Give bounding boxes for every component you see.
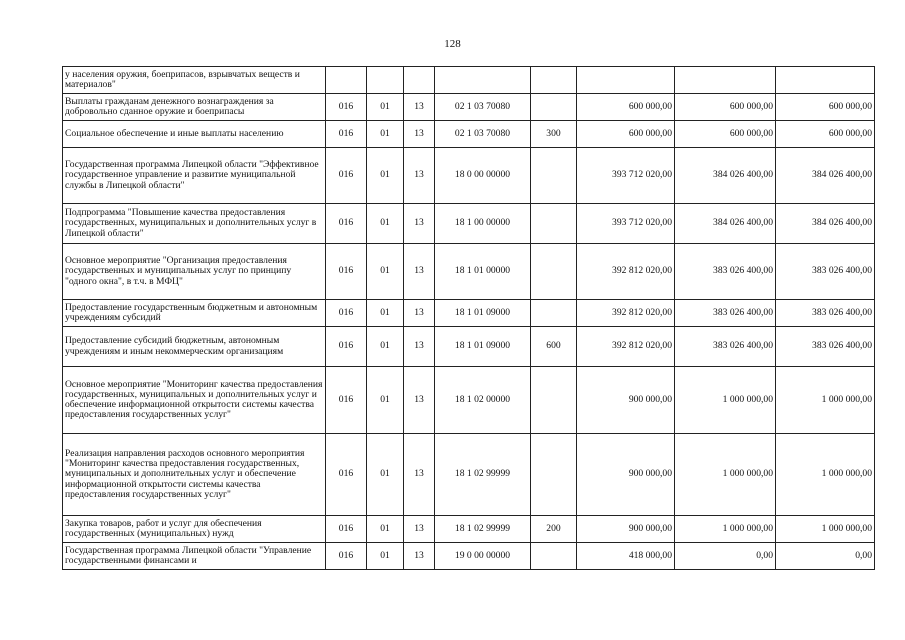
cell-gr-code: 016	[326, 121, 367, 148]
cell-rz-code: 01	[367, 244, 404, 300]
cell-sum-3: 383 026 400,00	[776, 300, 875, 327]
cell-sum-1	[577, 67, 675, 94]
cell-sum-1: 600 000,00	[577, 121, 675, 148]
cell-sum-1: 393 712 020,00	[577, 204, 675, 244]
cell-gr-code: 016	[326, 148, 367, 204]
cell-pr-code: 13	[404, 367, 435, 434]
cell-csr-code: 02 1 03 70080	[435, 94, 531, 121]
cell-csr-code: 18 0 00 00000	[435, 148, 531, 204]
cell-rz-code: 01	[367, 121, 404, 148]
cell-pr-code: 13	[404, 121, 435, 148]
cell-sum-1: 900 000,00	[577, 434, 675, 516]
cell-sum-1: 900 000,00	[577, 367, 675, 434]
cell-vr-code	[531, 300, 577, 327]
cell-gr-code: 016	[326, 367, 367, 434]
cell-gr-code: 016	[326, 204, 367, 244]
cell-csr-code: 18 1 00 00000	[435, 204, 531, 244]
cell-rz-code	[367, 67, 404, 94]
cell-sum-2: 383 026 400,00	[675, 327, 776, 367]
cell-csr-code: 18 1 01 09000	[435, 327, 531, 367]
cell-vr-code: 600	[531, 327, 577, 367]
table-row	[63, 434, 875, 516]
row-name-cell: Социальное обеспечение и иные выплаты населению	[63, 121, 326, 148]
cell-rz-code: 01	[367, 204, 404, 244]
cell-csr-code	[435, 67, 531, 94]
cell-sum-3: 383 026 400,00	[776, 327, 875, 367]
cell-gr-code: 016	[326, 327, 367, 367]
cell-rz-code: 01	[367, 327, 404, 367]
cell-pr-code: 13	[404, 516, 435, 543]
cell-vr-code	[531, 434, 577, 516]
cell-vr-code	[531, 543, 577, 570]
table-row	[63, 244, 875, 300]
cell-sum-3: 384 026 400,00	[776, 204, 875, 244]
cell-pr-code: 13	[404, 204, 435, 244]
cell-csr-code: 02 1 03 70080	[435, 121, 531, 148]
cell-csr-code: 18 1 01 09000	[435, 300, 531, 327]
cell-rz-code: 01	[367, 367, 404, 434]
row-name-cell: Предоставление государственным бюджетным и автономным учреждениям субсидий	[63, 300, 326, 327]
cell-csr-code: 18 1 02 99999	[435, 434, 531, 516]
cell-sum-2: 383 026 400,00	[675, 244, 776, 300]
table-row	[63, 121, 875, 148]
row-name-cell: у населения оружия, боеприпасов, взрывчатых веществ и материалов"	[63, 67, 326, 94]
table-row	[63, 327, 875, 367]
cell-pr-code	[404, 67, 435, 94]
cell-pr-code: 13	[404, 434, 435, 516]
cell-gr-code: 016	[326, 300, 367, 327]
cell-sum-1: 392 812 020,00	[577, 327, 675, 367]
row-name-cell: Основное мероприятие "Мониторинг качества предоставления государственных, муниципальных и дополнительных услуг и обеспечение информационной открытости системы качества предоставления государственных услуг"	[63, 367, 326, 434]
table-row	[63, 94, 875, 121]
row-name-cell: Государственная программа Липецкой области "Управление государственными финансами и	[63, 543, 326, 570]
cell-sum-1: 392 812 020,00	[577, 244, 675, 300]
cell-sum-2: 1 000 000,00	[675, 367, 776, 434]
cell-vr-code	[531, 204, 577, 244]
cell-sum-3: 384 026 400,00	[776, 148, 875, 204]
cell-pr-code: 13	[404, 148, 435, 204]
cell-pr-code: 13	[404, 300, 435, 327]
cell-pr-code: 13	[404, 244, 435, 300]
cell-sum-1: 392 812 020,00	[577, 300, 675, 327]
table-body	[63, 67, 875, 570]
cell-sum-3: 600 000,00	[776, 121, 875, 148]
row-name-cell: Выплаты гражданам денежного вознаграждения за добровольно сданное оружие и боеприпасы	[63, 94, 326, 121]
budget-table	[62, 66, 875, 570]
cell-pr-code: 13	[404, 327, 435, 367]
row-name-cell: Основное мероприятие "Организация предоставления государственных и муниципальных услуг по принципу "одного окна", в т.ч. в МФЦ"	[63, 244, 326, 300]
cell-rz-code: 01	[367, 543, 404, 570]
table-row	[63, 148, 875, 204]
cell-csr-code: 19 0 00 00000	[435, 543, 531, 570]
cell-sum-1: 393 712 020,00	[577, 148, 675, 204]
cell-sum-2: 383 026 400,00	[675, 300, 776, 327]
cell-rz-code: 01	[367, 94, 404, 121]
cell-gr-code: 016	[326, 516, 367, 543]
page-number: 128	[444, 38, 461, 50]
cell-rz-code: 01	[367, 300, 404, 327]
cell-vr-code: 200	[531, 516, 577, 543]
cell-sum-1: 900 000,00	[577, 516, 675, 543]
cell-sum-3: 1 000 000,00	[776, 516, 875, 543]
cell-csr-code: 18 1 02 99999	[435, 516, 531, 543]
cell-sum-2: 384 026 400,00	[675, 148, 776, 204]
cell-sum-3: 383 026 400,00	[776, 244, 875, 300]
row-name-cell: Государственная программа Липецкой области "Эффективное государственное управление и развитие муниципальной службы в Липецкой области"	[63, 148, 326, 204]
cell-vr-code	[531, 367, 577, 434]
cell-sum-1: 418 000,00	[577, 543, 675, 570]
cell-rz-code: 01	[367, 148, 404, 204]
cell-sum-2: 1 000 000,00	[675, 516, 776, 543]
cell-vr-code	[531, 148, 577, 204]
cell-sum-3: 1 000 000,00	[776, 434, 875, 516]
cell-gr-code: 016	[326, 94, 367, 121]
row-name-cell: Закупка товаров, работ и услуг для обеспечения государственных (муниципальных) нужд	[63, 516, 326, 543]
cell-rz-code: 01	[367, 434, 404, 516]
cell-vr-code	[531, 94, 577, 121]
cell-rz-code: 01	[367, 516, 404, 543]
cell-sum-3: 600 000,00	[776, 94, 875, 121]
cell-pr-code: 13	[404, 94, 435, 121]
cell-pr-code: 13	[404, 543, 435, 570]
cell-sum-2: 600 000,00	[675, 94, 776, 121]
row-name-cell: Предоставление субсидий бюджетным, автономным учреждениям и иным некоммерческим организациям	[63, 327, 326, 367]
cell-sum-2: 0,00	[675, 543, 776, 570]
table-row	[63, 516, 875, 543]
cell-vr-code: 300	[531, 121, 577, 148]
cell-gr-code: 016	[326, 543, 367, 570]
cell-csr-code: 18 1 02 00000	[435, 367, 531, 434]
cell-gr-code: 016	[326, 244, 367, 300]
row-name-cell: Реализация направления расходов основного мероприятия "Мониторинг качества предоставления государственных, муниципальных и дополнительных услуг и обеспечение информационной открытости системы качества предоставления государственных услуг"	[63, 434, 326, 516]
table-row	[63, 67, 875, 94]
cell-sum-2: 1 000 000,00	[675, 434, 776, 516]
cell-gr-code	[326, 67, 367, 94]
cell-sum-2: 600 000,00	[675, 121, 776, 148]
table-row	[63, 300, 875, 327]
table-row	[63, 543, 875, 570]
cell-sum-3: 1 000 000,00	[776, 367, 875, 434]
cell-sum-2: 384 026 400,00	[675, 204, 776, 244]
table-row	[63, 204, 875, 244]
row-name-cell: Подпрограмма "Повышение качества предоставления государственных, муниципальных и дополнительных услуг в Липецкой области"	[63, 204, 326, 244]
cell-csr-code: 18 1 01 00000	[435, 244, 531, 300]
cell-sum-1: 600 000,00	[577, 94, 675, 121]
cell-sum-3	[776, 67, 875, 94]
cell-vr-code	[531, 67, 577, 94]
cell-sum-2	[675, 67, 776, 94]
cell-sum-3: 0,00	[776, 543, 875, 570]
table-row	[63, 367, 875, 434]
cell-gr-code: 016	[326, 434, 367, 516]
cell-vr-code	[531, 244, 577, 300]
